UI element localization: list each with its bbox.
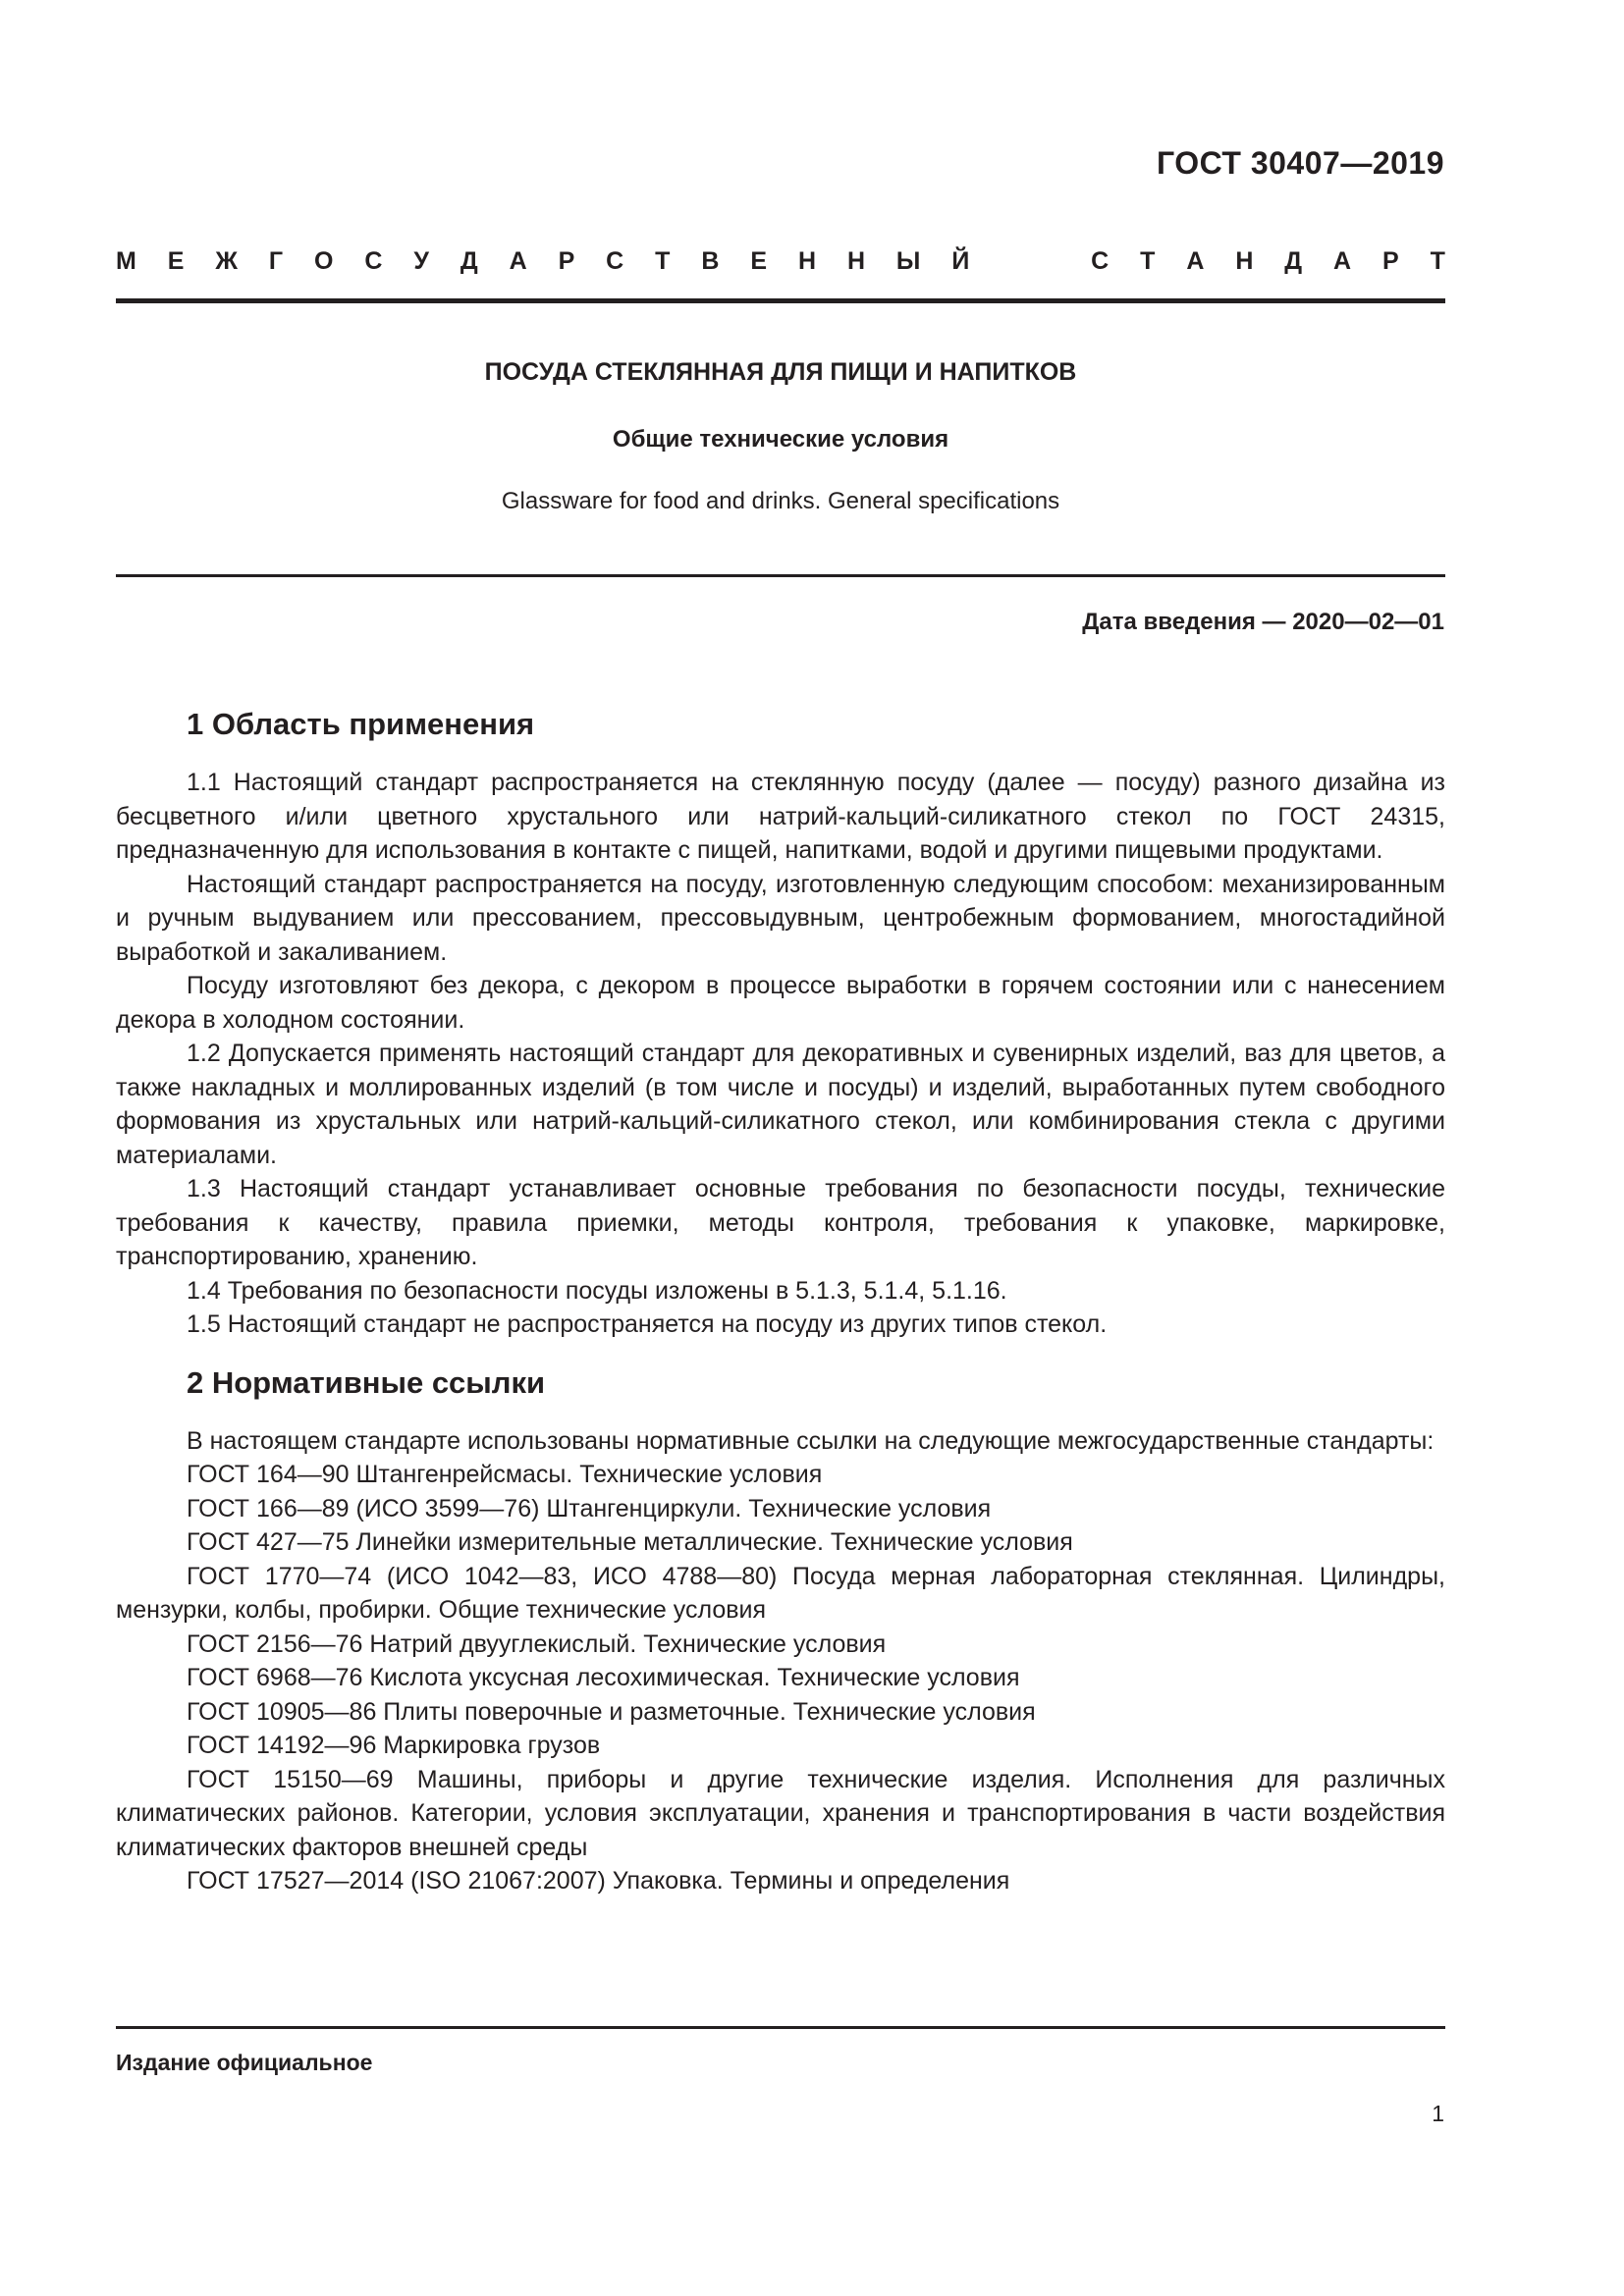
banner-word-2-letter: Т [1140,247,1156,275]
banner-word-1-letter: Д [460,247,478,275]
footer-divider [116,2026,1445,2029]
english-title: Glassware for food and drinks. General specifications [501,488,1060,514]
reference-item: ГОСТ 14192—96 Маркировка грузов [187,1732,601,1759]
banner-word-1-letter: А [509,247,527,275]
banner-word-2-letter: Р [1382,247,1399,275]
reference-item: ГОСТ 164—90 Штангенрейсмасы. Технические условия [187,1461,823,1488]
section-1-heading: 1 Область применения [187,707,535,741]
introduction-date: Дата введения — 2020—02—01 [1082,609,1444,635]
banner-word-1-letter: Г [268,247,284,275]
banner-word-1-letter: Т [655,247,671,275]
paragraph-1-5: 1.5 Настоящий стандарт не распространяется на посуду из других типов стекол. [187,1310,1108,1338]
paragraph-1-4: 1.4 Требования по безопасности посуды изложены в 5.1.3, 5.1.4, 5.1.16. [187,1276,1007,1305]
reference-item: ГОСТ 1770—74 (ИСО 1042—83, ИСО 4788—80) Посуда мерная лабораторная стеклянная. Цилиндры, мензурки, колбы, пробирки. Общие технические условия [116,1562,1445,1624]
section-2-heading: 2 Нормативные ссылки [187,1364,546,1400]
reference-item: ГОСТ 6968—76 Кислота уксусная лесохимическая. Технические условия [187,1664,1020,1691]
reference-item: ГОСТ 15150—69 Машины, приборы и другие технические изделия. Исполнения для различных климатических районов. Категории, условия эксплуатации, хранения и транспортирования в части воздействия климатических факторов внешней среды [116,1765,1445,1861]
banner-word-1-letter: Е [167,247,185,275]
banner-word-1-letter: М [116,247,136,275]
banner-word-2-letter: А [1333,247,1352,275]
reference-item: ГОСТ 427—75 Линейки измерительные металлические. Технические условия [187,1528,1073,1556]
banner-word-2-letter: Н [1235,247,1254,275]
banner-word-1-letter: С [364,247,383,275]
edition-label: Издание официальное [116,2050,373,2075]
paragraph-1-1-methods: Настоящий стандарт распространяется на посуду, изготовленную следующим способом: механизированным и ручным выдуванием или прессованием, прессовыдувным, центробежным формованием, многостадийной выработкой и закаливанием. [116,870,1445,966]
banner-word-1-letter: Ж [215,247,238,275]
banner-word-gap [1001,247,1059,276]
document-title: ПОСУДА СТЕКЛЯННАЯ ДЛЯ ПИЩИ И НАПИТКОВ [484,358,1077,386]
header-divider [116,298,1445,303]
standard-type-banner [116,247,1445,276]
paragraph-1-1: 1.1 Настоящий стандарт распространяется на стеклянную посуду (далее — посуду) разного дизайна из бесцветного и/или цветного хрустального или натрий-кальций-силикатного стекол по ГОСТ 24315, предназначенную для использования в контакте с пищей, напитками, водой и другими пищевыми продуктами. [116,769,1445,864]
paragraph-1-2: 1.2 Допускается применять настоящий стандарт для декоративных и сувенирных изделий, ваз для цветов, а также накладных и моллированных изделий (в том числе и посуды) и изделий, выработанных путем свободного формования из хрустальных или натрий-кальций-силикатного стекол, или комбинирования стекла с другими материалами. [116,1040,1445,1169]
banner-word-1-letter: О [314,247,334,275]
banner-word-2-letter: А [1186,247,1205,275]
banner-word-1-letter: В [701,247,720,275]
banner-word-1-letter: У [413,247,429,275]
banner-word-2-letter: Т [1430,247,1445,275]
reference-item: ГОСТ 2156—76 Натрий двууглекислый. Технические условия [187,1629,887,1658]
banner-word-2-letter: С [1091,247,1110,275]
banner-word-1-letter: Р [558,247,575,275]
banner-word-1-letter: Ы [895,247,921,275]
references-intro: В настоящем стандарте использованы нормативные ссылки на следующие межгосударственные стандарты: [187,1426,1435,1455]
reference-item: ГОСТ 166—89 (ИСО 3599—76) Штангенциркули. Технические условия [187,1494,992,1522]
document-number: ГОСТ 30407—2019 [1156,145,1444,181]
banner-word-1-letter: Н [797,247,817,275]
document-body [116,705,1445,1898]
page-number: 1 [1432,2101,1444,2126]
paragraph-1-1-decor: Посуду изготовляют без декора, с декором в процессе выработки в горячем состоянии или с нанесением декора в холодном состоянии. [116,972,1445,1034]
paragraph-1-3: 1.3 Настоящий стандарт устанавливает основные требования по безопасности посуды, технические требования к качеству, правила приемки, методы контроля, требования к упаковке, маркировке, транспортированию, хранению. [116,1175,1445,1270]
title-divider [116,574,1445,577]
banner-word-1-letter: С [606,247,624,275]
banner-word-2-letter: Д [1284,247,1303,275]
banner-word-1-letter: Е [750,247,768,275]
banner-word-1-letter: Н [846,247,865,275]
document-subtitle: Общие технические условия [612,426,949,453]
reference-item: ГОСТ 10905—86 Плиты поверочные и разметочные. Технические условия [187,1697,1036,1726]
reference-item: ГОСТ 17527—2014 (ISO 21067:2007) Упаковка. Термины и определения [187,1867,1010,1895]
banner-word-1-letter: Й [951,247,970,275]
